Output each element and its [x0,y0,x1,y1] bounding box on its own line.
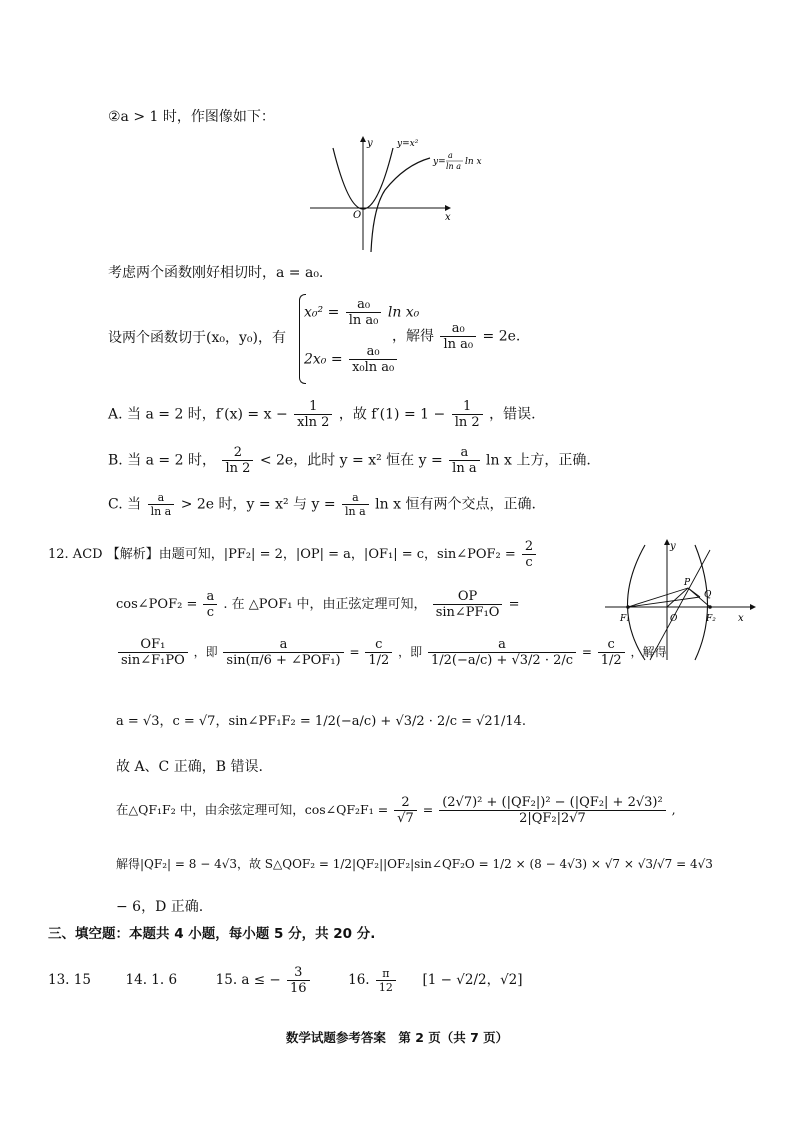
answer-15: 15. a ≤ − [215,972,281,988]
option-b: B. 当 a = 2 时， $\frac{2}{\ln 2}$ < 2e，此时 y = x² 恒在 y = $\frac{a}{\text{ln a}}$ ln x 上方，正确. [108,445,591,476]
q12-line5: 故 A、C 正确，B 错误. [116,759,263,775]
point-q: Q [704,590,712,600]
case-heading: ②a > 1 时，作图像如下： [108,109,275,125]
curve1-label: y=x² [397,139,419,149]
curve2-label-num: a [448,151,453,160]
system-result: ，解得 $\frac{\text{a₀}}{\text{ln a₀}}$ = 2e. [392,321,521,352]
q12-line2: cos∠POF₂ = $\frac{a}{c}$ . 在 △POF₁ 中，由正弦定理可知， $\frac{OP}{\text{sin∠PF₁O}}$ = [116,589,520,620]
point-o: O [670,614,678,624]
answer-13: 13. 15 [48,972,91,988]
graph1-y-label: y [367,138,373,149]
system-eq1: x₀² = $\frac{\text{a₀}}{\text{ln a₀}}$ ln x₀ [304,297,420,328]
answer-16-range: [1 − √2/2，√2] [422,972,523,988]
tangent-text: 考虑两个函数刚好相切时，a = a₀. [108,265,324,281]
graph-hyperbola [600,535,760,665]
q12-line8: − 6，D 正确. [116,899,204,915]
curve2-label-den: ln a [446,162,462,171]
fill-answers: 13. 15 14. 1. 6 15. a ≤ − $\frac{3}{16}$ 16. $\frac{\pi}{12}$ [1 − √2/2，√2] [48,965,523,996]
answer-16: 16. [348,972,370,988]
option-a: A. 当 a = 2 时，f′(x) = x − $\frac{1}{xln 2}$ ，故 f′(1) = 1 − $\frac{1}{\ln 2}$ ，错误. [108,399,536,430]
answer-14: 14. 1. 6 [125,972,178,988]
graph-power-log [305,130,515,255]
q12-line7: 解得|QF₂| = 8 − 4√3，故 S△QOF₂ = 1/2|QF₂||OF₂|sin∠QF₂O = 1/2 × (8 − 4√3) × √7 × √3/√7 = 4√3 [116,857,713,871]
curve2-label-post: ln x [465,157,482,167]
option-c: C. 当 $\frac{a}{\text{ln a}}$ > 2e 时，y = x² 与 y = $\frac{a}{\text{ln a}}$ ln x 恒有两个交点，正确. [108,491,536,518]
q12-line4: a = √3，c = √7，sin∠PF₁F₂ = 1/2(−a/c) + √3/2 · 2/c = √21/14. [116,714,527,729]
q12-line1: 12. ACD 【解析】由题可知，|PF₂| = 2，|OP| = a，|OF₁| = c，sin∠POF₂ = $\frac{2}{c}$ [48,540,538,569]
section3-heading: 三、填空题：本题共 4 小题，每小题 5 分，共 20 分. [48,926,376,942]
q12-line3: $\frac{\text{OF₁}}{\text{sin∠F₁PO}}$ ，即 $\frac{a}{\text{sin(π/6 + ∠POF₁)}}$ = $\frac{c}{1/2}$ ，即 $\frac{a}{1/2(-a/c) + √3/2 \cdot 2/c}$ = $\frac{c}{1/2}$ ，解得 [116,638,667,667]
graph1-x-label: x [445,212,451,223]
page-footer: 数学试题参考答案 第 2 页（共 7 页） [285,1030,509,1045]
point-f1: F₁ [620,614,630,624]
system-intro: 设两个函数切于(x₀，y₀)，有 [108,330,286,346]
graph1-origin: O [353,210,362,221]
point-p: P [684,578,691,588]
curve2-label-pre: y= [433,157,446,167]
point-f2: F₂ [706,614,716,624]
graph2-x-label: x [738,613,744,624]
graph2-y-label: y [670,541,676,552]
system-eq2: 2x₀ = $\frac{\text{a₀}}{\text{x₀ln a₀}}$ [304,345,399,374]
q12-line6: 在△QF₁F₂ 中，由余弦定理可知，cos∠QF₂F₁ = $\frac{2}{√7}$ = $\frac{\text{(2√7)² + (|QF₂|)² − (|QF₂| + 2√3)²}}{\text{2|QF₂|2√7}}$ , [116,795,676,826]
